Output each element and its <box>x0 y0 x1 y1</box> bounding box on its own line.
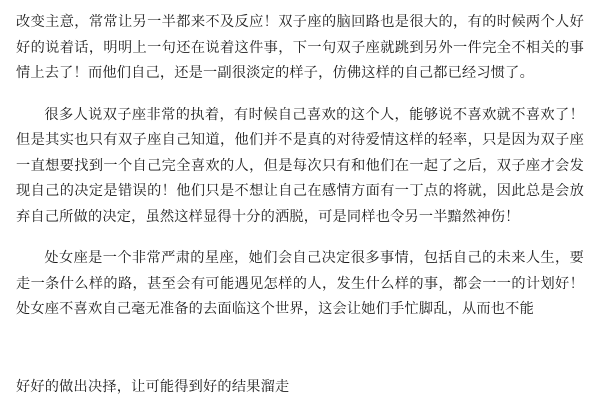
clipped-bottom-line-text: 好好的做出决择，让可能得到好的结果溜走 <box>16 379 290 395</box>
clipped-bottom-line <box>16 379 584 400</box>
paragraph-gemini-stubborn: 很多人说双子座非常的执着，有时候自己喜欢的这个人，能够说不喜欢就不喜欢了！但是其实也只有双子座自己知道，他们并不是真的对待爱情这样的轻率，只是因为双子座一直想要找到一个自己完全喜欢的人，但是每次只有和他们在一起了之后，双子座才会发现自己的决定是错误的！他们只是不想让自己在感情方面有一丁点的将就，因此总是会放弃自己所做的决定，虽然这样显得十分的洒脱，可是同样也令另一半黯然神伤！ <box>16 106 584 225</box>
paragraph-virgo: 处女座是一个非常严肃的星座，她们会自己决定很多事情，包括自己的未来人生，要走一条什么样的路，甚至会有可能遇见怎样的人，发生什么样的事，都会一一的计划好！处女座不喜欢自己毫无准备的去面临这个世界，这会让她们手忙脚乱，从而也不能 <box>16 250 584 317</box>
paragraph-gemini-continued: 改变主意，常常让另一半都来不及反应！双子座的脑回路也是很大的，有的时候两个人好好的说着话，明明上一句还在说着这件事，下一句双子座就跳到另外一件完全不相关的事情上去了！而他们自己，还是一副很淡定的样子，仿佛这样的自己都已经习惯了。 <box>16 14 584 81</box>
